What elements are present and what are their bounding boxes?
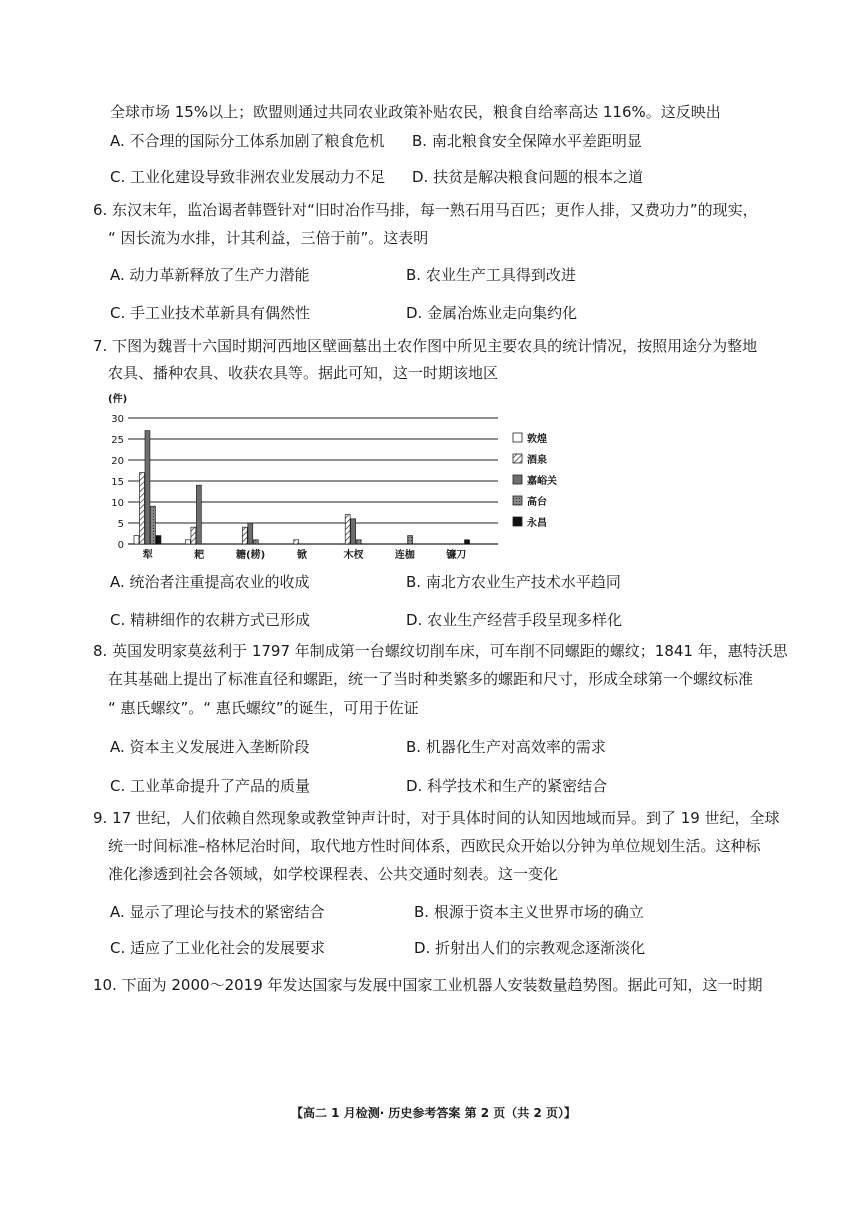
y-tick-label: 0 <box>117 540 124 551</box>
bar-酒泉-木杈 <box>345 515 350 544</box>
q8-stem-line-2: 在其基础上提出了标准直径和螺距，统一了当时种类繁多的螺距和尺寸，形成全球第一个螺纹标准 <box>108 670 754 688</box>
q6-option-b: B. 农业生产工具得到改进 <box>406 266 576 284</box>
question-5-stem-tail: 全球市场 15%以上；欧盟则通过共同农业政策补贴农民，粮食自给率高达 116%。这反映出 <box>110 103 721 121</box>
q7-option-a: A. 统治者注重提高农业的收成 <box>110 573 310 591</box>
farm-tools-bar-chart <box>108 393 568 565</box>
page-footer: 【高二 1 月检测· 历史参考答案 第 2 页（共 2 页）】 <box>290 1106 577 1120</box>
q7-stem-line-1: 7. 下图为魏晋十六国时期河西地区壁画墓出土农作图中所见主要农具的统计情况，按照用途分为整地 <box>93 337 758 355</box>
q6-stem-line-1: 6. 东汉末年，监冶谒者韩暨针对“旧时冶作马排，每一熟石用马百匹；更作人排，又费功力”的现实， <box>93 201 758 219</box>
q5-option-c: C. 工业化建设导致非洲农业发展动力不足 <box>110 168 386 186</box>
bar-高台-耱(耢) <box>253 540 258 544</box>
q9-stem-line-2: 统一时间标准–格林尼治时间，取代地方性时间体系，西欧民众开始以分钟为单位规划生活。这种标 <box>108 837 761 855</box>
bar-酒泉-犁 <box>140 473 145 544</box>
x-category-label: 耙 <box>194 550 205 561</box>
bar-高台-犁 <box>151 506 156 544</box>
legend-swatch <box>513 496 522 505</box>
x-category-label: 连枷 <box>394 550 415 561</box>
bar-嘉峪关-耱(耢) <box>248 523 253 544</box>
y-tick-label: 5 <box>117 519 124 530</box>
q9-option-b: B. 根源于资本主义世界市场的确立 <box>414 903 644 921</box>
bar-敦煌-犁 <box>134 536 139 544</box>
q7-stem-line-2: 农具、播种农具、收获农具等。据此可知，这一时期该地区 <box>108 364 499 382</box>
q8-stem-line-3: “ 惠氏螺纹”。“ 惠氏螺纹”的诞生，可用于佐证 <box>108 699 419 717</box>
y-tick-label: 10 <box>111 498 124 509</box>
q9-option-d: D. 折射出人们的宗教观念逐渐淡化 <box>414 939 646 957</box>
bar-酒泉-锨 <box>294 540 299 544</box>
q8-stem-line-1: 8. 英国发明家莫兹利于 1797 年制成第一台螺纹切削车床，可车削不同螺距的螺纹；1841 年，惠特沃思 <box>93 642 788 660</box>
bar-酒泉-耙 <box>191 527 196 544</box>
q10-stem-line-1: 10. 下面为 2000～2019 年发达国家与发展中国家工业机器人安装数量趋势图。据此可知，这一时期 <box>93 976 763 994</box>
q6-option-a: A. 动力革新释放了生产力潜能 <box>110 266 310 284</box>
legend-label: 酒泉 <box>527 455 547 466</box>
q7-option-b: B. 南北方农业生产技术水平趋同 <box>406 573 621 591</box>
q6-stem-line-2: “ 因长流为水排，计其利益，三倍于前”。这表明 <box>108 229 429 247</box>
q9-stem-line-3: 准化渗透到社会各领域，如学校课程表、公共交通时刻表。这一变化 <box>108 865 559 883</box>
q7-option-d: D. 农业生产经营手段呈现多样化 <box>406 611 623 629</box>
legend-label: 敦煌 <box>527 434 547 445</box>
x-category-label: 耱(耢) <box>236 550 266 561</box>
bar-嘉峪关-木杈 <box>351 519 356 544</box>
x-category-label: 木杈 <box>343 550 364 561</box>
q8-option-d: D. 科学技术和生产的紧密结合 <box>406 777 608 795</box>
legend-swatch <box>513 517 522 526</box>
x-category-label: 镰刀 <box>446 550 467 561</box>
x-category-label: 锨 <box>297 550 308 561</box>
q6-option-c: C. 手工业技术革新具有偶然性 <box>110 304 311 322</box>
legend-label: 嘉峪关 <box>527 476 557 487</box>
y-tick-label: 15 <box>111 477 124 488</box>
bar-敦煌-耙 <box>185 540 190 544</box>
q7-option-c: C. 精耕细作的农耕方式已形成 <box>110 611 311 629</box>
y-tick-label: 25 <box>111 435 124 446</box>
q8-option-b: B. 机器化生产对高效率的需求 <box>406 738 606 756</box>
q9-stem-line-1: 9. 17 世纪，人们依赖自然现象或教堂钟声计时，对于具体时间的认知因地域而异。到了 19 世纪，全球 <box>93 809 780 827</box>
q6-option-d: D. 金属冶炼业走向集约化 <box>406 304 578 322</box>
q5-option-a: A. 不合理的国际分工体系加剧了粮食危机 <box>110 132 385 150</box>
q9-option-a: A. 显示了理论与技术的紧密结合 <box>110 903 325 921</box>
bar-嘉峪关-犁 <box>145 431 150 544</box>
q8-option-a: A. 资本主义发展进入垄断阶段 <box>110 738 310 756</box>
q9-option-c: C. 适应了工业化社会的发展要求 <box>110 939 326 957</box>
bar-高台-木杈 <box>356 540 361 544</box>
bar-永昌-镰刀 <box>465 540 470 544</box>
legend-label: 高台 <box>527 497 547 508</box>
legend-swatch <box>513 475 522 484</box>
legend-label: 永昌 <box>527 518 547 529</box>
bar-酒泉-耱(耢) <box>242 527 247 544</box>
y-tick-label: 30 <box>111 414 124 425</box>
bar-高台-连枷 <box>408 536 413 544</box>
legend-swatch <box>513 433 522 442</box>
q5-option-d: D. 扶贫是解决粮食问题的根本之道 <box>412 168 644 186</box>
legend-swatch <box>513 454 522 463</box>
y-tick-label: 20 <box>111 456 124 467</box>
q5-option-b: B. 南北粮食安全保障水平差距明显 <box>412 132 642 150</box>
y-axis-unit-label: (件) <box>108 394 128 405</box>
x-category-label: 犁 <box>142 550 153 561</box>
q8-option-c: C. 工业革命提升了产品的质量 <box>110 777 311 795</box>
bar-嘉峪关-耙 <box>196 485 201 544</box>
bar-永昌-犁 <box>156 536 161 544</box>
